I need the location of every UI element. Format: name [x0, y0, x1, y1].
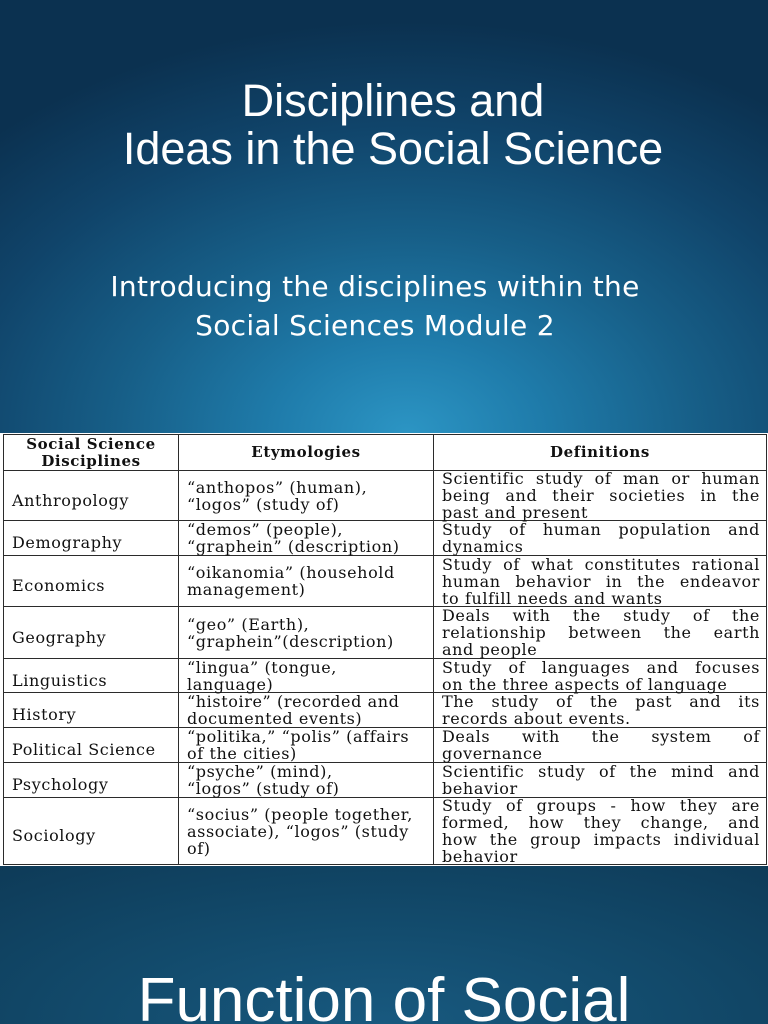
discipline-cell [4, 798, 179, 865]
discipline-name: Demography [12, 533, 123, 552]
definition-line: dynamics [442, 537, 524, 556]
definition-line: behavior [442, 779, 518, 798]
etymology-line: “histoire” (recorded and [187, 692, 400, 711]
etymology-line: “logos” (study of) [187, 779, 340, 798]
definition-cell [434, 693, 767, 728]
definition-cell [434, 728, 767, 763]
slide-title-line: Disciplines and [241, 75, 545, 126]
etymology-line: associate), “logos” (study [187, 821, 409, 841]
definition-line: governance [442, 744, 543, 763]
definition-line: being and their societies in the [442, 486, 760, 505]
definition-cell [434, 763, 767, 798]
slide-subtitle-line: Introducing the disciplines within the [110, 270, 640, 303]
discipline-name: Anthropology [12, 490, 129, 510]
etymology-line: language) [187, 674, 274, 694]
etymology-line: documented events) [187, 709, 363, 728]
etymology-line: “demos” (people), [187, 520, 344, 539]
etymology-cell [179, 471, 434, 521]
disciplines-table-image [0, 433, 768, 866]
etymology-cell [179, 521, 434, 556]
discipline-name: Political Science [12, 740, 156, 759]
discipline-cell [4, 728, 179, 763]
definition-line: Study of languages and focuses [442, 657, 760, 677]
etymology-line: “graphein”(description) [187, 631, 394, 651]
discipline-name: Geography [12, 627, 107, 647]
definition-line: Deals with the study of the [442, 606, 760, 625]
definition-line: Deals with the system of [442, 727, 760, 746]
definition-line: how the group impacts individual [442, 830, 760, 849]
definition-cell [434, 521, 767, 556]
definition-line: behavior [442, 847, 518, 866]
definition-cell [434, 607, 767, 659]
definition-line: on the three aspects of language [442, 674, 728, 694]
definition-cell [434, 798, 767, 865]
etymology-line: management) [187, 580, 306, 599]
definition-line: Study of what constitutes rational [442, 554, 760, 574]
discipline-cell [4, 763, 179, 798]
etymology-cell [179, 607, 434, 659]
definition-line: Scientific study of the mind and [442, 762, 760, 781]
definition-line: Study of groups - how they are [442, 796, 760, 815]
slide-title-line: Ideas in the Social Science [122, 123, 664, 174]
definition-cell [434, 471, 767, 521]
definition-line: to fulfill needs and wants [442, 588, 663, 608]
etymology-line: “graphein” (description) [187, 537, 400, 556]
disciplines-table [3, 434, 767, 865]
definition-line: records about events. [442, 709, 631, 728]
discipline-cell [4, 659, 179, 693]
definition-line: relationship between the earth [442, 623, 760, 642]
etymology-cell [179, 728, 434, 763]
discipline-cell [4, 607, 179, 659]
table-header-definitions-label: Definitions [550, 443, 650, 461]
etymology-line: “psyche” (mind), [187, 762, 333, 781]
definition-line: The study of the past and its [442, 692, 760, 711]
discipline-name: Psychology [12, 775, 109, 794]
definition-line: human behavior in the endeavor [442, 571, 760, 591]
definition-line: Study of human population and [442, 520, 760, 539]
definition-cell [434, 659, 767, 693]
etymology-line: of) [187, 838, 211, 858]
etymology-cell [179, 659, 434, 693]
etymology-cell [179, 556, 434, 607]
etymology-cell [179, 693, 434, 728]
definition-line: past and present [442, 503, 589, 522]
discipline-cell [4, 471, 179, 521]
etymology-line: “lingua” (tongue, [187, 657, 337, 677]
slide-title [0, 77, 768, 173]
etymology-cell [179, 798, 434, 865]
title-slide [0, 0, 768, 433]
discipline-name: Sociology [12, 826, 96, 845]
table-header-etymologies-label: Etymologies [251, 443, 361, 461]
next-slide-title: Function of Social [137, 966, 631, 1024]
definition-line: Scientific study of man or human [442, 469, 760, 488]
definition-cell [434, 556, 767, 607]
table-header-disciplines-label: Social Science Disciplines [26, 434, 156, 470]
definition-line: and people [442, 640, 538, 659]
etymology-line: “logos” (study of) [187, 494, 340, 514]
etymology-line: “anthopos” (human), [187, 477, 368, 497]
discipline-name: History [12, 705, 77, 724]
etymology-line: “oikanomia” (household [187, 563, 395, 582]
discipline-name: Economics [12, 576, 106, 595]
slide-subtitle [0, 267, 768, 345]
discipline-name: Linguistics [12, 670, 108, 690]
etymology-line: “politika,” “polis” (affairs [187, 727, 410, 746]
discipline-cell [4, 693, 179, 728]
next-slide [0, 866, 768, 1024]
slide-subtitle-line: Social Sciences Module 2 [195, 309, 555, 342]
table-header-definitions [434, 435, 767, 471]
etymology-line: of the cities) [187, 744, 297, 763]
table-header-disciplines [4, 435, 179, 471]
discipline-cell [4, 556, 179, 607]
table-header-etymologies [179, 435, 434, 471]
definition-line: formed, how they change, and [442, 813, 760, 832]
etymology-line: “socius” (people together, [187, 804, 413, 824]
etymology-cell [179, 763, 434, 798]
etymology-line: “geo” (Earth), [187, 614, 310, 634]
discipline-cell [4, 521, 179, 556]
